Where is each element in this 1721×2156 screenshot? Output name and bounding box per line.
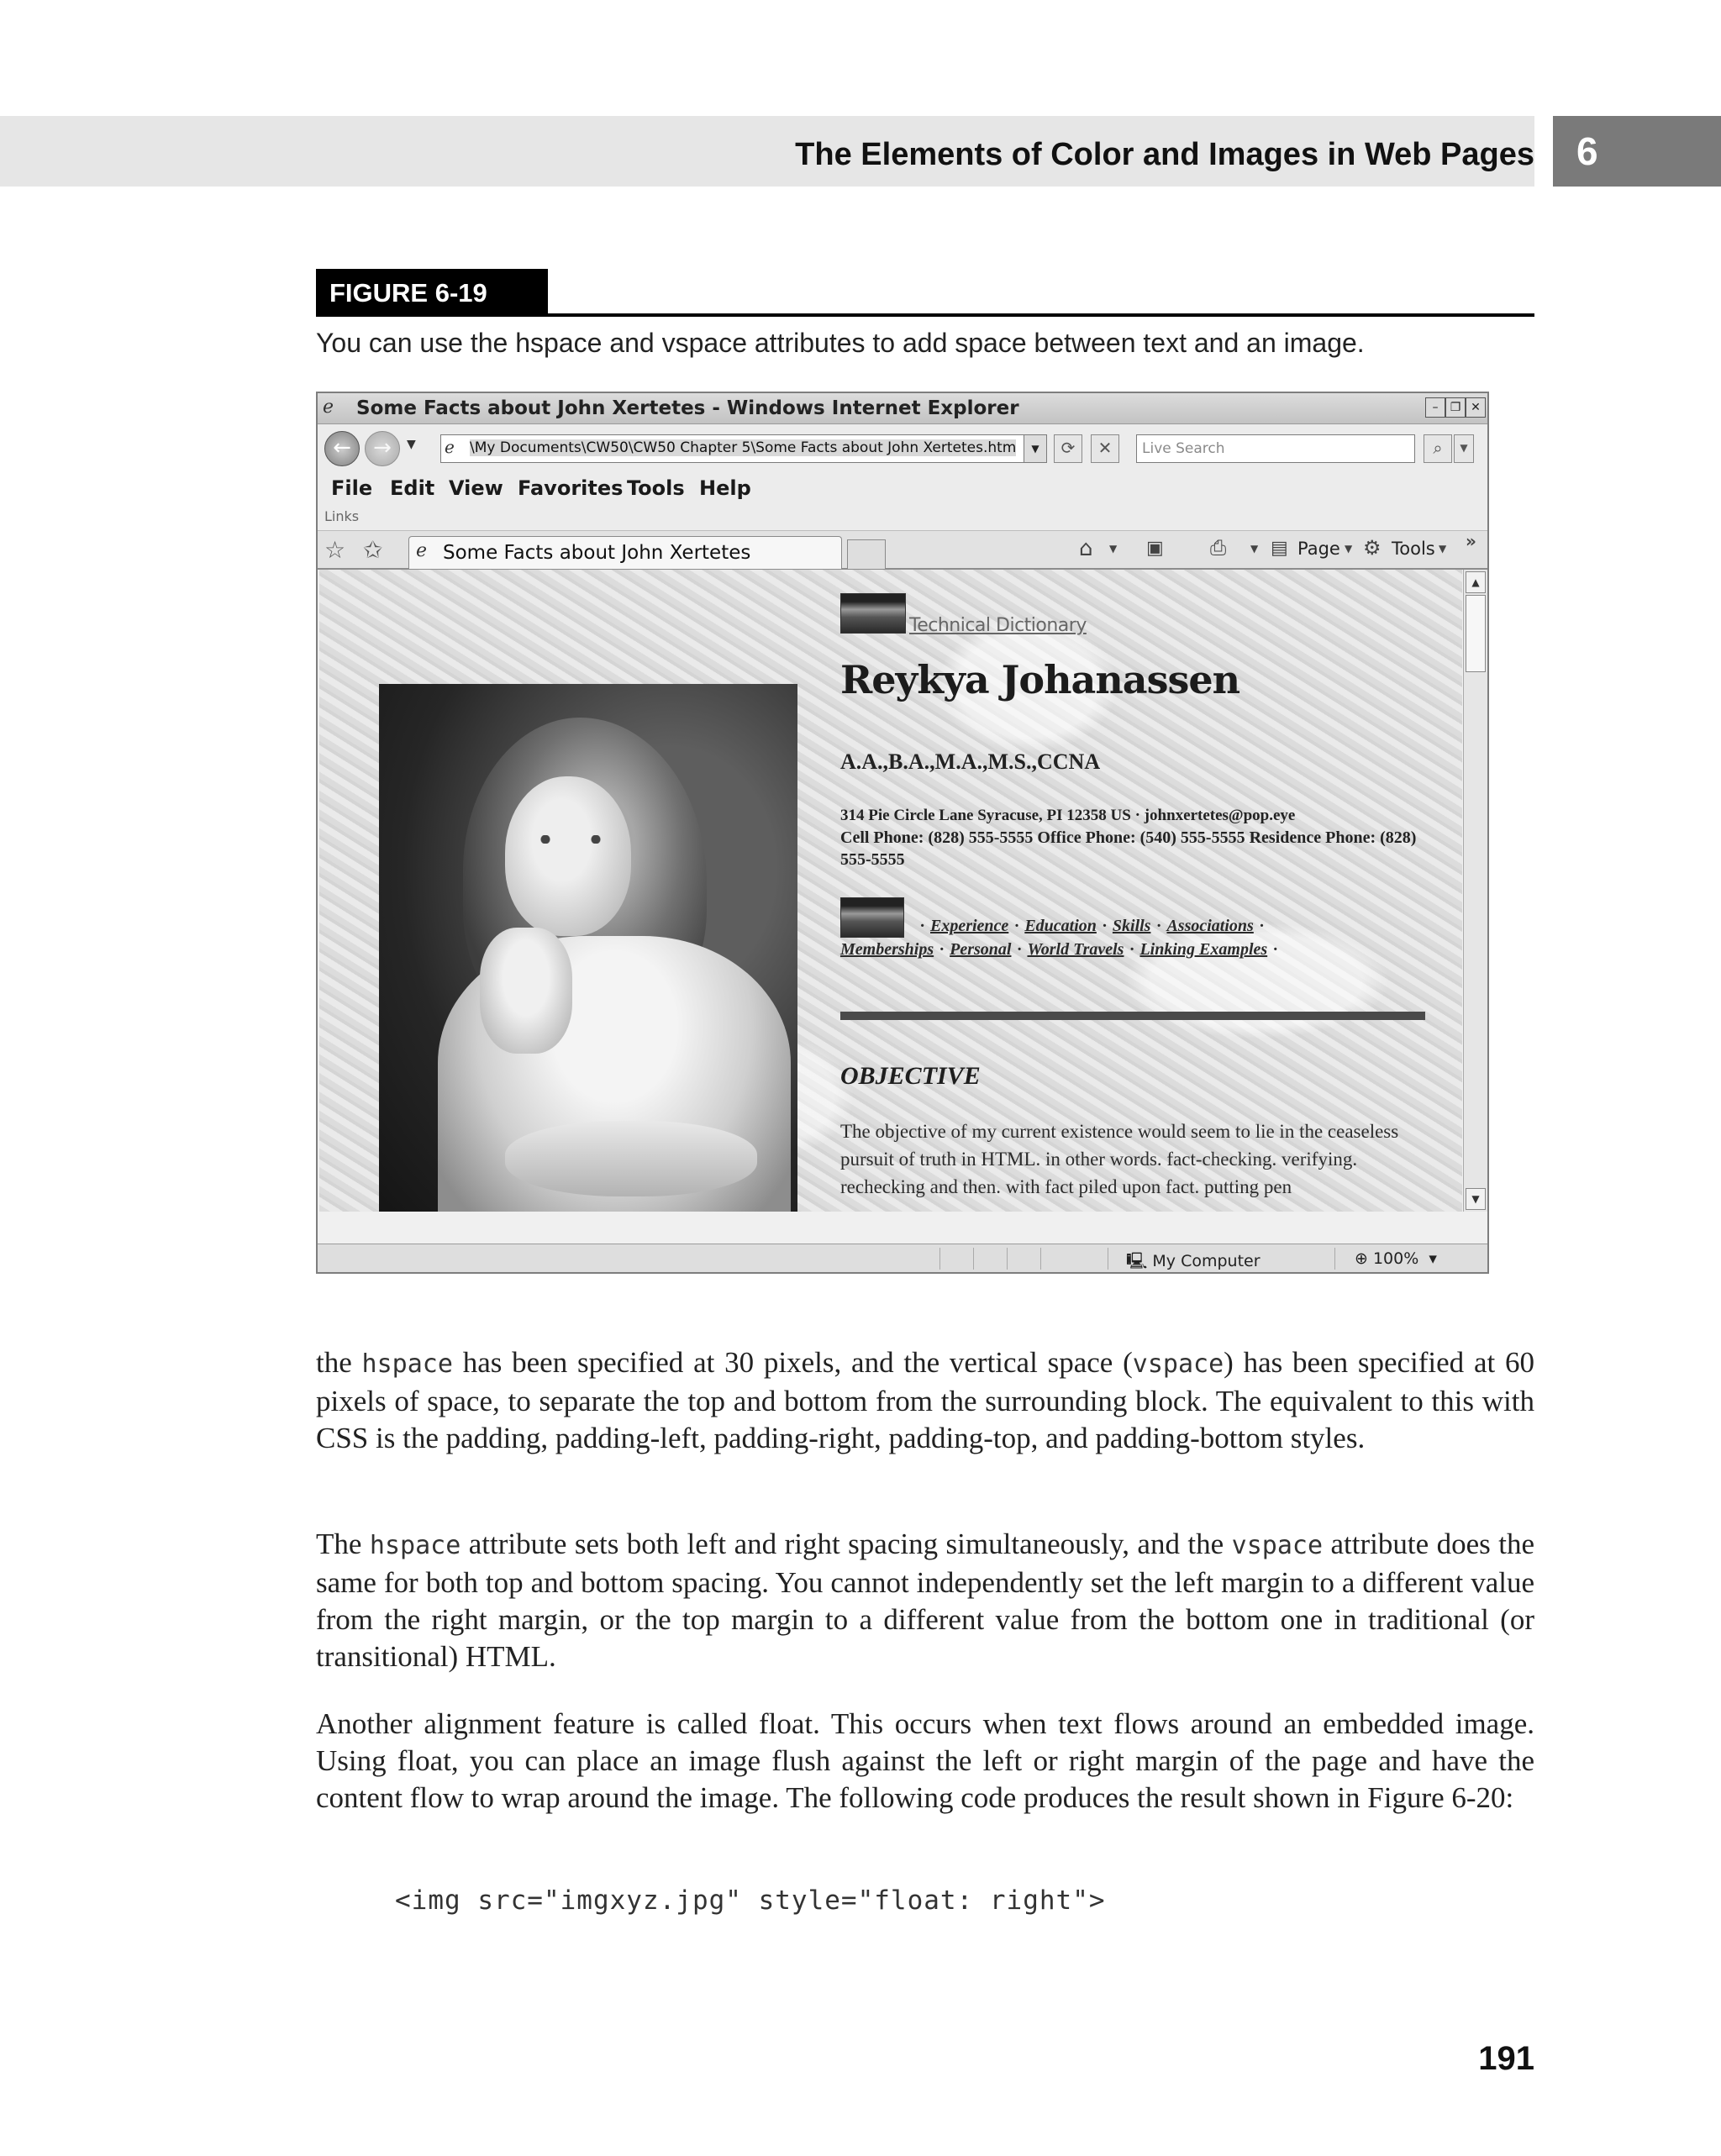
tab-row [318,531,1487,570]
scroll-thumb[interactable] [1466,595,1486,672]
security-zone: 🖳 My Computer [1126,1252,1260,1270]
figure-label: FIGURE 6-19 [316,269,548,316]
link-experience[interactable]: Experience [930,917,1009,935]
search-input[interactable]: Live Search [1136,434,1415,463]
portrait-photo [379,684,797,1212]
code-vspace: vspace [1231,1531,1324,1560]
page-menu[interactable]: Page [1297,539,1340,559]
stop-icon[interactable]: ✕ [1091,434,1119,463]
resume-contact [840,805,1445,870]
link-associations[interactable]: Associations [1166,917,1254,935]
address-bar[interactable] [440,434,1047,463]
text-run: ) has been specified at 60 pixels of space, to separate the top and bottom from the surrounding block. The equivalent to this with CSS is the padding, padding-left, padding-right, padding-top, and padding-bottom styles. [316,1346,1534,1454]
chevron-down-icon[interactable]: ▼ [407,438,416,451]
page-menu-icon: ▤ [1271,538,1288,559]
address-dropdown-icon[interactable]: ▼ [1024,435,1046,462]
tools-dropdown-icon[interactable]: ▼ [1439,543,1447,555]
window-title: Some Facts about John Xertetes - Windows Internet Explorer [356,397,1019,419]
objective-heading: OBJECTIVE [840,1062,981,1090]
body-paragraph-2 [316,1526,1534,1675]
address-url[interactable]: \My Documents\CW50\CW50 Chapter 5\Some Facts about John Xertetes.htm [470,439,1017,456]
zoom-level[interactable]: ⊕ 100% ▾ [1355,1249,1437,1268]
code-hspace: hspace [361,1349,453,1379]
code-example: <img src="imgxyz.jpg" style="float: right"> [395,1885,1106,1916]
text-run: has been specified at 30 pixels, and the vertical space ( [452,1346,1133,1379]
gear-icon: ⚙ [1363,536,1382,560]
link-world-travels[interactable]: World Travels [1027,940,1124,959]
tab-active[interactable] [408,536,842,569]
menu-help[interactable]: Help [699,476,751,500]
home-dropdown-icon[interactable]: ▼ [1109,543,1118,555]
scroll-up-icon[interactable]: ▲ [1466,571,1486,593]
tech-dictionary-thumbnail[interactable] [840,593,906,634]
zone-label: My Computer [1152,1252,1260,1270]
tab-title: Some Facts about John Xertetes [443,542,751,564]
text-run: attribute does the same for both top and bottom spacing. You cannot independently set the left margin to a different value from the right margin, or the top margin to a different value from the bottom one in traditional (or transitional) HTML. [316,1528,1534,1673]
feeds-icon[interactable]: ▣ [1146,538,1164,559]
menu-view[interactable]: View [449,476,503,500]
links-bar [318,505,1487,531]
web-page-content [319,570,1462,1212]
back-arrow-icon[interactable]: ← [324,431,360,466]
figure-rule [316,313,1534,317]
tools-menu[interactable]: Tools [1392,539,1435,559]
favorites-star-icon[interactable]: ☆ [324,536,346,564]
figure-caption: You can use the hspace and vspace attributes to add space between text and an image. [316,328,1365,358]
chapter-number-tab: 6 [1553,116,1721,187]
chevron-more-icon[interactable]: » [1466,531,1476,551]
link-linking-examples[interactable]: Linking Examples [1139,940,1268,959]
body-paragraph-1 [316,1344,1534,1457]
horizontal-rule [840,1012,1425,1020]
status-bar [318,1244,1487,1273]
print-dropdown-icon[interactable]: ▼ [1250,543,1259,555]
paragraph-text: Another alignment feature is called float. This occurs when text flows around an embedded image. Using float, you can place an image flush against the left or right margin of the page and have the content flow to wrap around the image. The following code produces the result shown in Figure 6-20: [316,1707,1534,1814]
new-tab-button[interactable] [847,539,886,570]
restore-button[interactable]: ❐ [1445,397,1466,418]
code-vspace: vspace [1132,1349,1224,1379]
running-header-title: The Elements of Color and Images in Web Pages [795,137,1534,172]
print-icon[interactable]: ⎙ [1210,536,1227,560]
close-button[interactable]: ✕ [1466,397,1486,418]
resume-name: Reykya Johanassen [840,657,1240,702]
links-label[interactable]: Links [324,508,360,524]
page-dropdown-icon[interactable]: ▼ [1345,543,1353,555]
window-titlebar [318,393,1487,424]
search-options-icon[interactable]: ▼ [1454,434,1474,463]
menu-favorites[interactable]: Favorites [518,476,624,500]
phone-line: Cell Phone: (828) 555-5555 Office Phone: (540) 555-5555 Residence Phone: (828) 555-5555 [840,828,1417,869]
menu-edit[interactable]: Edit [390,476,435,500]
code-hspace: hspace [369,1531,461,1560]
menu-bar [318,471,1487,505]
add-favorites-icon[interactable]: ✩ [363,536,383,564]
address-line: 314 Pie Circle Lane Syracuse, PI 12358 US · johnxertetes@pop.eye [840,807,1296,824]
page-number: 191 [1478,2040,1534,2077]
tech-dictionary-link[interactable]: Technical Dictionary [909,615,1087,636]
text-run: attribute sets both left and right spacing simultaneously, and the [461,1528,1232,1560]
page-icon: ℯ [445,437,455,457]
link-education[interactable]: Education [1024,917,1097,935]
search-icon[interactable]: ⌕ [1424,434,1452,463]
page-icon: ℯ [416,540,428,561]
vertical-scrollbar[interactable] [1463,570,1487,1212]
minimize-button[interactable]: – [1425,397,1445,418]
forward-arrow-icon[interactable]: → [365,431,400,466]
ie-logo-icon: ℯ [323,397,334,418]
refresh-icon[interactable]: ⟳ [1054,434,1082,463]
menu-tools[interactable]: Tools [627,476,685,500]
link-memberships[interactable]: Memberships [840,940,934,959]
home-icon[interactable]: ⌂ [1079,536,1093,561]
scroll-down-icon[interactable]: ▼ [1466,1188,1486,1210]
text-run: the [316,1346,362,1379]
text-run: The [316,1528,370,1560]
menu-file[interactable]: File [331,476,373,500]
link-personal[interactable]: Personal [950,940,1012,959]
link-skills[interactable]: Skills [1112,917,1151,935]
objective-text: The objective of my current existence would seem to lie in the ceaseless pursuit of truth in HTML. in other words. fact-checking. verifying. rechecking and then. with fact piled upon fact. putting pen [840,1121,1399,1197]
browser-screenshot [316,392,1489,1274]
resume-nav-links: · Experience · Education · Skills · Associations · Memberships · Personal · World Travels · Linking Examples · [840,917,1278,959]
address-toolbar [318,424,1487,471]
resume-degrees: A.A.,B.A.,M.A.,M.S.,CCNA [840,749,1101,774]
body-paragraph-3 [316,1706,1534,1817]
zoom-value: 100% [1372,1249,1419,1268]
